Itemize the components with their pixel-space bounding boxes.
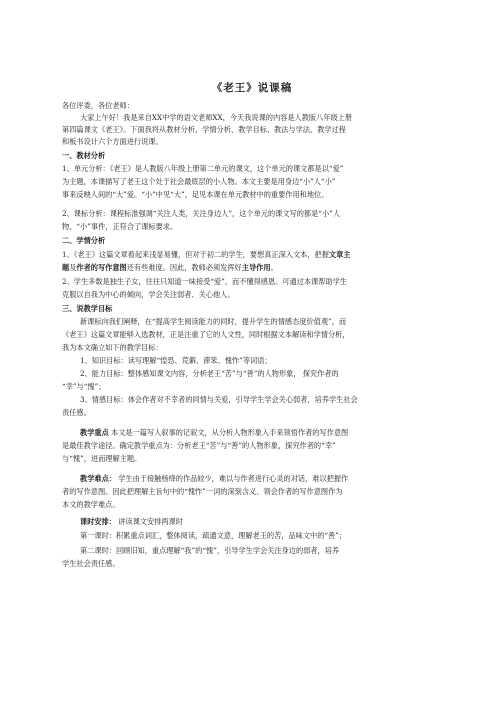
- bold-span: 文章主: [328, 250, 351, 259]
- bold-span: 题: [62, 263, 70, 272]
- paragraph-line: 2、课标分析：课程标准强调“关注人类，关注身边人”，这个单元的课文写的都是“小”人: [62, 209, 341, 218]
- text-span: 1、《老王》这篇文章看起来浅显易懂，但对于初二的学生，要想真正深入文本，把握: [62, 250, 329, 259]
- paragraph-line: 学生社会责任感。: [62, 559, 120, 568]
- paragraph-line: 者的写作意图。因此把理解主旨句中的“愧怍”一词的深刻含义、领会作者的写作意图作为: [62, 487, 343, 496]
- paragraph-line: 事来反映人间的“大”爱。“小”中见“大”，足见本课在单元教材中的重要作用和地位。: [62, 190, 329, 199]
- bold-span: 主导作用: [241, 263, 271, 272]
- goal-line: 2、能力目标：整体感知课文内容，分析老王“苦”与“善”的人物形象， 探究作者的: [80, 369, 339, 378]
- paragraph-line: 物、“小”事件，正符合了课标要求。: [62, 222, 178, 231]
- goal-line: 责任感。: [62, 408, 91, 417]
- teaching-focus-label: 教学重点: [80, 428, 109, 437]
- paragraph-line: 第二课时：回顾旧知，重点理解“我”的“愧”，引导学生学会关注身边的弱者，培养: [80, 546, 340, 555]
- text-span: 学生由于接触杨绛的作品较少，难以与作者进行心灵的对话，难以把握作: [115, 474, 349, 483]
- teaching-difficulty-label: 教学难点：: [80, 474, 116, 483]
- document-title: 《老王》说课稿: [211, 82, 293, 94]
- section-heading: 一、教材分析: [62, 151, 106, 160]
- paragraph-line: [80, 474, 442, 484]
- text-span: 及: [69, 263, 77, 272]
- paragraph-line: 1、单元分析：《老王》是人教版八年级上册第二单元的课文，这个单元的课文都是以“爱”: [62, 164, 344, 173]
- paragraph-line: [80, 428, 442, 438]
- paragraph-line: [62, 250, 442, 260]
- goal-line: 1、知识目标：读写理解“惶恐、荒僻、滞笨、愧怍”等词语；: [80, 356, 272, 365]
- paragraph-line: 是最佳教学途径。确定教学重点为：分析老王“苦”与“善”的人物形象，探究作者的“幸”: [62, 441, 336, 450]
- paragraph-line: [80, 517, 442, 527]
- bold-span: 作者的写作意图: [76, 263, 127, 272]
- intro-line: 第四篇课文《老王》。下面我将从教材分析、学情分析、教学目标、教法与学法、教学过程: [62, 125, 346, 134]
- paragraph-line: 为主题，本课描写了老王这个处于社会最底层的小人物。本文主要是用身边“小”人“小”: [62, 177, 336, 186]
- goal-line: 3、情感目标：体会作者对不幸者的同情与关爱，引导学生学会关心弱者，培养学生社会: [80, 395, 358, 404]
- paragraph-line: 新课标向我们阐释，在“提高学生阅读能力的同时，提升学生的情感态度价值观”，而: [80, 317, 347, 326]
- section-heading: 二、学情分析: [62, 236, 106, 245]
- greeting: 各位评委，各位老师：: [62, 101, 134, 110]
- goal-line: “幸”与“愧”；: [62, 382, 106, 391]
- text-span: 本文是一篇写人叙事的记叙文，从分析人物形象入手来领悟作者的写作意图: [108, 428, 349, 437]
- intro-line: 和板书设计六个方面进行说课。: [62, 137, 163, 146]
- schedule-label: 课时安排：: [80, 517, 116, 526]
- intro-line: 大家上午好！我是来自XX中学的语文老师XX，今天我说课的内容是人教版八年级上册: [80, 113, 353, 122]
- section-heading: 三、说教学目标: [62, 304, 113, 313]
- text-span: 。: [270, 263, 278, 272]
- paragraph-line: [62, 263, 442, 273]
- paragraph-line: 克服以自我为中心的倾向，学会关注弱者、关心他人。: [62, 290, 235, 299]
- paragraph-line: 2、学生多数是独生子女，往往只知道一味接受“爱”，而不懂得感恩。可通过本课帮助学生: [62, 277, 348, 286]
- paragraph-line: 与“愧”，进而理解主题。: [62, 454, 142, 463]
- text-span: 还有些难度。因此，教师必须发挥好: [126, 263, 242, 272]
- paragraph-line: 我为本文确立如下的教学目标：: [62, 343, 163, 352]
- paragraph-line: 本文的教学难点。: [62, 500, 120, 509]
- paragraph-line: 第一课时：积累重点词汇，整体阅读，疏通文意，理解老王的苦，品味文中的“善”；: [80, 531, 347, 540]
- text-span: 讲读课文安排两课时: [115, 517, 183, 526]
- paragraph-line: 《老王》这篇文章能够入选教材，正是注重了它的人文性，同时根据文本解读和学情分析，: [62, 330, 350, 339]
